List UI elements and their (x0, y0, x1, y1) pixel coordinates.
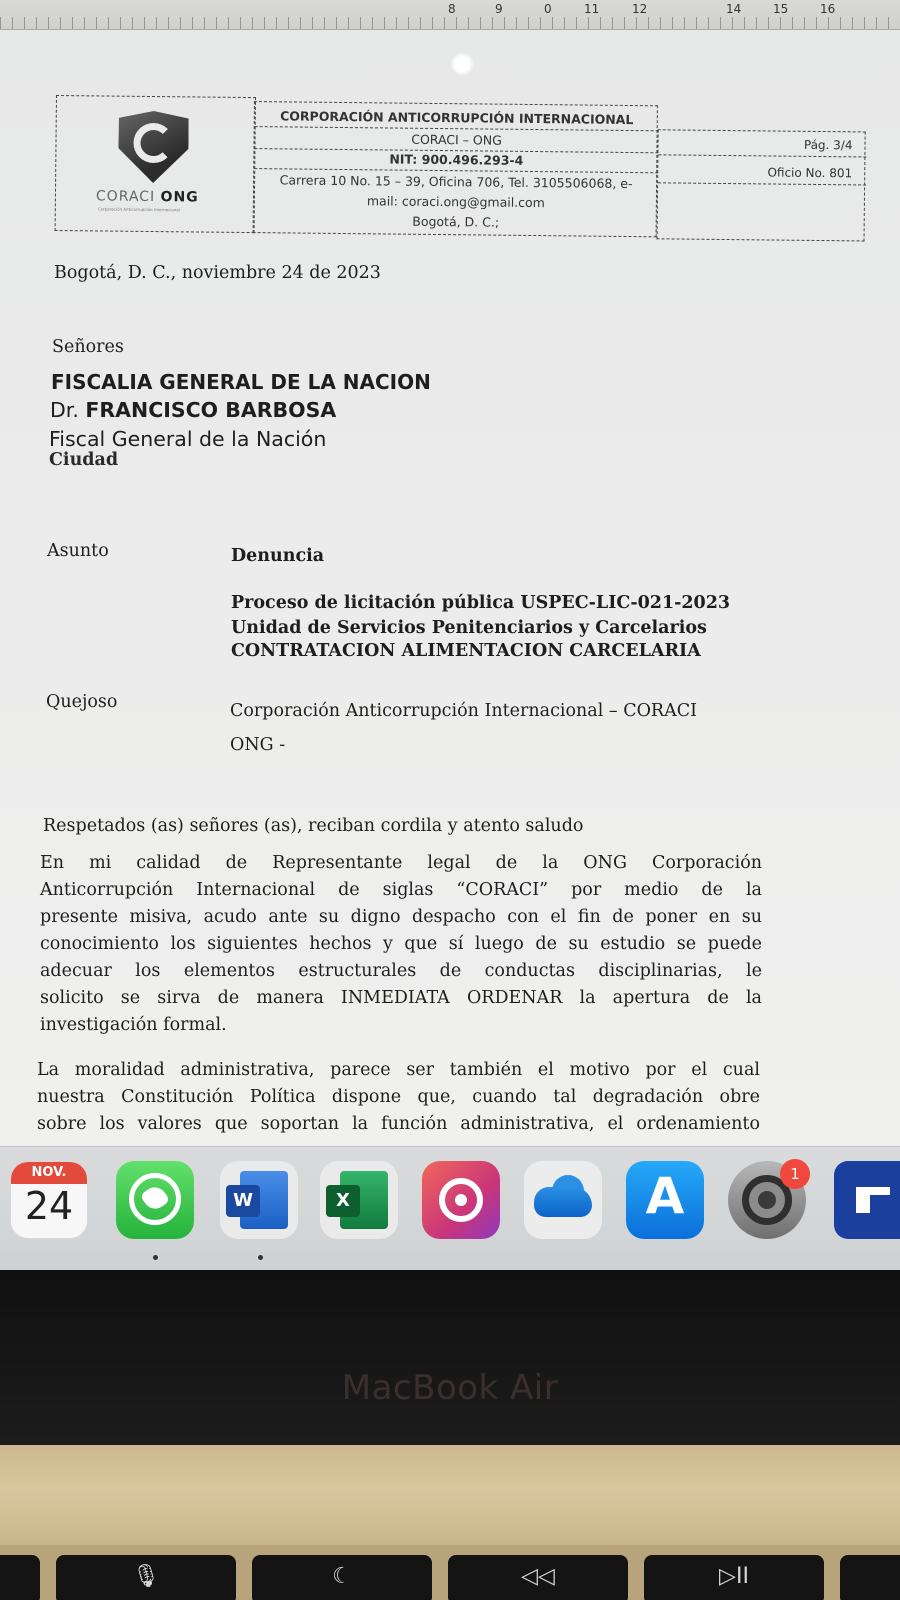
play-pause-key[interactable] (644, 1555, 824, 1600)
subject-line: CONTRATACION ALIMENTACION CARCELARIA (231, 641, 701, 661)
letterhead-info-cell (253, 101, 658, 237)
greeting: Respetados (as) señores (as), reciban cordila y atento saludo (43, 816, 584, 836)
paragraph-line: investigación formal. (40, 1015, 227, 1035)
dictation-key[interactable] (56, 1555, 236, 1600)
moon-icon: ☾ (332, 1564, 352, 1589)
rewind-key[interactable] (448, 1555, 628, 1600)
laptop-body (0, 1445, 900, 1545)
body-paragraph-1 (40, 850, 762, 1039)
chrome-icon[interactable] (422, 1161, 500, 1239)
subject-title: Denuncia (231, 546, 325, 566)
laptop-brand: MacBook Air (341, 1368, 559, 1408)
complainant-label: Quejoso (46, 692, 118, 712)
org-address: Carrera 10 No. 15 – 39, Oficina 706, Tel. 3105506068, e- (279, 172, 633, 192)
calendar-icon[interactable] (10, 1161, 88, 1239)
keyboard-row (0, 1545, 900, 1600)
ruler-number: 15 (773, 2, 789, 16)
ruler-number: 14 (726, 2, 742, 16)
ruler-number: 0 (544, 2, 552, 16)
org-name: CORPORACIÓN ANTICORRUPCIÓN INTERNACIONAL (280, 108, 634, 128)
paragraph-line: En mi calidad de Representante legal de la ONG Corporación (40, 853, 762, 873)
rewind-icon: ◁◁ (521, 1564, 555, 1589)
paragraph-line: Anticorrupción Internacional de siglas “CORACI” por medio de la (40, 880, 762, 900)
salutation-to: Señores (52, 337, 124, 357)
play-pause-icon: ▷II (719, 1564, 749, 1589)
app-store-icon[interactable] (626, 1161, 704, 1239)
notification-badge: 1 (780, 1159, 810, 1189)
letter-date: Bogotá, D. C., noviembre 24 de 2023 (54, 263, 381, 283)
ruler-number: 9 (495, 2, 503, 16)
paragraph-line: presente misiva, acudo ante su digno despacho con el fin de poner en su (40, 907, 762, 927)
document-page[interactable] (0, 30, 900, 1170)
letterhead-ref-cell (657, 129, 866, 241)
mouse-cursor (450, 52, 474, 76)
logo-tagline: Corporación Anticorrupción Internacional (97, 206, 180, 213)
laptop-bezel (0, 1270, 900, 1445)
document-ruler[interactable] (0, 0, 900, 30)
word-icon[interactable] (220, 1161, 298, 1239)
recipient-org: FISCALIA GENERAL DE LA NACION (51, 370, 431, 394)
recipient-role: Fiscal General de la Nación (49, 427, 327, 451)
paragraph-line: nuestra Constitución Política dispone que, cuando tal degradación obre (37, 1087, 760, 1107)
complainant-value: Corporación Anticorrupción Internacional – CORACI (230, 701, 698, 721)
paragraph-line: sobre los valores que soportan la función administrativa, el ordenamiento (37, 1114, 760, 1134)
finder-icon[interactable] (834, 1161, 900, 1239)
org-nit: NIT: 900.496.293-4 (389, 151, 524, 168)
paragraph-line: La moralidad administrativa, parece ser también el motivo por el cual (37, 1060, 760, 1080)
body-paragraph-2 (37, 1057, 760, 1138)
calendar-month: NOV. (11, 1162, 87, 1184)
paragraph-line: solicito se sirva de manera INMEDIATA ORDENAR la apertura de la (40, 988, 762, 1008)
paragraph-line: conocimiento los siguientes hechos y que sí luego de su estudio se puede (40, 934, 762, 954)
org-short-name: CORACI – ONG (411, 131, 502, 148)
shield-logo-icon (118, 111, 189, 184)
subject-line: Unidad de Servicios Penitenciarios y Carcelarios (231, 618, 707, 638)
ruler-number: 12 (632, 2, 648, 16)
dictation-icon: 🎙 (132, 1564, 160, 1589)
ruler-number: 11 (584, 2, 600, 16)
subject-label: Asunto (47, 541, 109, 561)
excel-icon[interactable] (320, 1161, 398, 1239)
calendar-day: 24 (24, 1184, 74, 1228)
letterhead (54, 95, 870, 249)
org-email: mail: coraci.ong@gmail.com (366, 193, 545, 211)
page-number: Pág. 3/4 (803, 137, 853, 153)
recipient-city: Ciudad (49, 450, 119, 470)
paragraph-line: adecuar los elementos estructurales de conductas disciplinarias, le (40, 961, 762, 981)
oficio-number: Oficio No. 801 (767, 165, 853, 181)
excel-letter: X (326, 1185, 360, 1217)
running-indicator (153, 1255, 158, 1260)
whatsapp-icon[interactable] (116, 1161, 194, 1239)
word-letter: W (226, 1185, 260, 1217)
logo-wordmark: CORACI ONG (95, 188, 199, 206)
app-store-glyph: A (645, 1167, 685, 1225)
divider (658, 154, 866, 157)
ruler-number: 8 (448, 2, 456, 16)
focus-key[interactable] (252, 1555, 432, 1600)
complainant-value-cont: ONG - (230, 735, 286, 755)
letterhead-logo-cell (55, 95, 256, 233)
subject-line: Proceso de licitación pública USPEC-LIC-021-2023 (231, 593, 731, 613)
key[interactable] (0, 1555, 40, 1600)
recipient-name-line: Dr. FRANCISCO BARBOSA (50, 398, 337, 422)
key[interactable] (840, 1555, 900, 1600)
org-city: Bogotá, D. C.; (412, 213, 500, 230)
ruler-ticks (0, 17, 900, 29)
ruler-number: 16 (820, 2, 836, 16)
dock (0, 1146, 900, 1270)
divider (658, 182, 866, 185)
running-indicator (258, 1255, 263, 1260)
onedrive-icon[interactable] (524, 1161, 602, 1239)
